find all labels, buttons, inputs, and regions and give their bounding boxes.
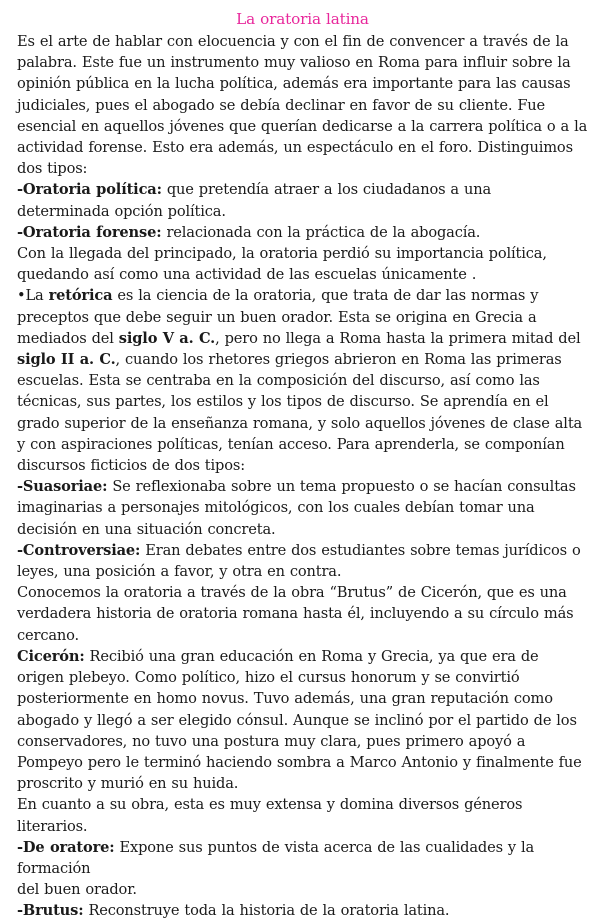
retorica-term: retórica bbox=[48, 287, 113, 305]
suasoriae-item bbox=[17, 476, 588, 540]
controversiae-item bbox=[17, 540, 588, 582]
intro-paragraph: Es el arte de hablar con elocuencia y con el fin de convencer a través de la palabra. Este fue un instrumento muy valioso en Roma para influir sobre la opinión pública en la lucha política, además era importante para las causas judiciales, pues el abogado se debía declinar en favor de su cliente. Fue esencial en aquellos jóvenes que querían dedicarse a la carrera política o a la actividad forense. Esto era además, un espectáculo en el foro. Distinguimos dos tipos: bbox=[17, 33, 588, 178]
suasoriae-label: -Suasoriae: bbox=[17, 478, 108, 496]
de-oratore-text-2: del buen orador. bbox=[17, 881, 137, 899]
de-oratore-label: -De oratore: bbox=[17, 838, 115, 856]
obra-paragraph: En cuanto a su obra, esta es muy extensa y domina diversos géneros literarios. bbox=[17, 796, 523, 835]
retorica-pre: La bbox=[25, 287, 49, 305]
oratoria-politica-text: que pretendía atraer a los ciudadanos a una determinada opción política. bbox=[17, 181, 492, 220]
oratoria-forense-text: relacionada con la práctica de la abogacía. bbox=[161, 223, 481, 241]
siglo-v-label: siglo V a. C. bbox=[118, 329, 216, 347]
controversiae-label: -Controversiae: bbox=[17, 541, 141, 559]
brutus-item bbox=[17, 900, 588, 921]
siglo-ii-label: siglo II a. C. bbox=[17, 351, 116, 369]
brutus-text: Reconstruye toda la historia de la oratoria latina. bbox=[83, 902, 450, 920]
brutus-intro-paragraph: Conocemos la oratoria a través de la obra “Brutus” de Cicerón, que es una verdadera historia de oratoria romana hasta él, incluyendo a su círculo más cercano. bbox=[17, 584, 574, 644]
oratoria-politica-item bbox=[17, 179, 588, 221]
retorica-paragraph bbox=[17, 285, 588, 476]
retorica-text-2: , pero no llega a Roma hasta la primera mitad del bbox=[215, 329, 581, 347]
retorica-text-3: , cuando los rhetores griegos abrieron en Roma las primeras escuelas. Esta se centraba en la composición del discurso, así como las técnicas, sus partes, los estilos y los tipos de discurso. Se aprendía en el grado superior de la enseñanza romana, y solo aquellos jóvenes de clase alta y con aspiraciones políticas, tenían acceso. Para aprenderla, se componían discursos ficticios de dos tipos: bbox=[17, 351, 583, 475]
ciceron-text: Recibió una gran educación en Roma y Grecia, ya que era de origen plebeyo. Como político, hizo el cursus honorum y se convirtió posteriormente en homo novus. Tuvo además, una gran reputación como abogado y llegó a ser elegido cónsul. Aunque se inclinó por el partido de los conservadores, no tuvo una postura muy clara, pues primero apoyó a Pompeyo pero le terminó haciendo sombra a Marco Antonio y finalmente fue proscrito y murió en su huida. bbox=[17, 647, 582, 793]
de-oratore-text: Expone sus puntos de vista acerca de las cualidades y la formación bbox=[17, 838, 535, 877]
de-oratore-item bbox=[17, 837, 588, 901]
brutus-label: -Brutus: bbox=[17, 902, 84, 920]
controversiae-text: Eran debates entre dos estudiantes sobre temas jurídicos o leyes, una posición a favor, y otra en contra. bbox=[17, 541, 581, 581]
principado-paragraph: Con la llegada del principado, la oratoria perdió su importancia política, quedando así como una actividad de las escuelas únicamente . bbox=[17, 245, 547, 284]
oratoria-politica-label: -Oratoria política: bbox=[17, 181, 162, 199]
page-title: La oratoria latina bbox=[236, 10, 369, 28]
ciceron-label: Cicerón: bbox=[17, 647, 85, 665]
ciceron-paragraph bbox=[17, 646, 588, 794]
retorica-text-1: es la ciencia de la oratoria, que trata de dar las normas y preceptos que debe seguir un buen orador. Esta se origina en Grecia a mediados del bbox=[17, 287, 539, 347]
oratoria-forense-label: -Oratoria forense: bbox=[17, 223, 162, 241]
suasoriae-text: Se reflexionaba sobre un tema propuesto o se hacían consultas imaginarias a personajes mitológicos, con los cuales debían tomar una decisión en una situación concreta. bbox=[17, 478, 576, 538]
bullet-icon: • bbox=[17, 287, 26, 305]
oratoria-forense-item bbox=[17, 222, 588, 243]
